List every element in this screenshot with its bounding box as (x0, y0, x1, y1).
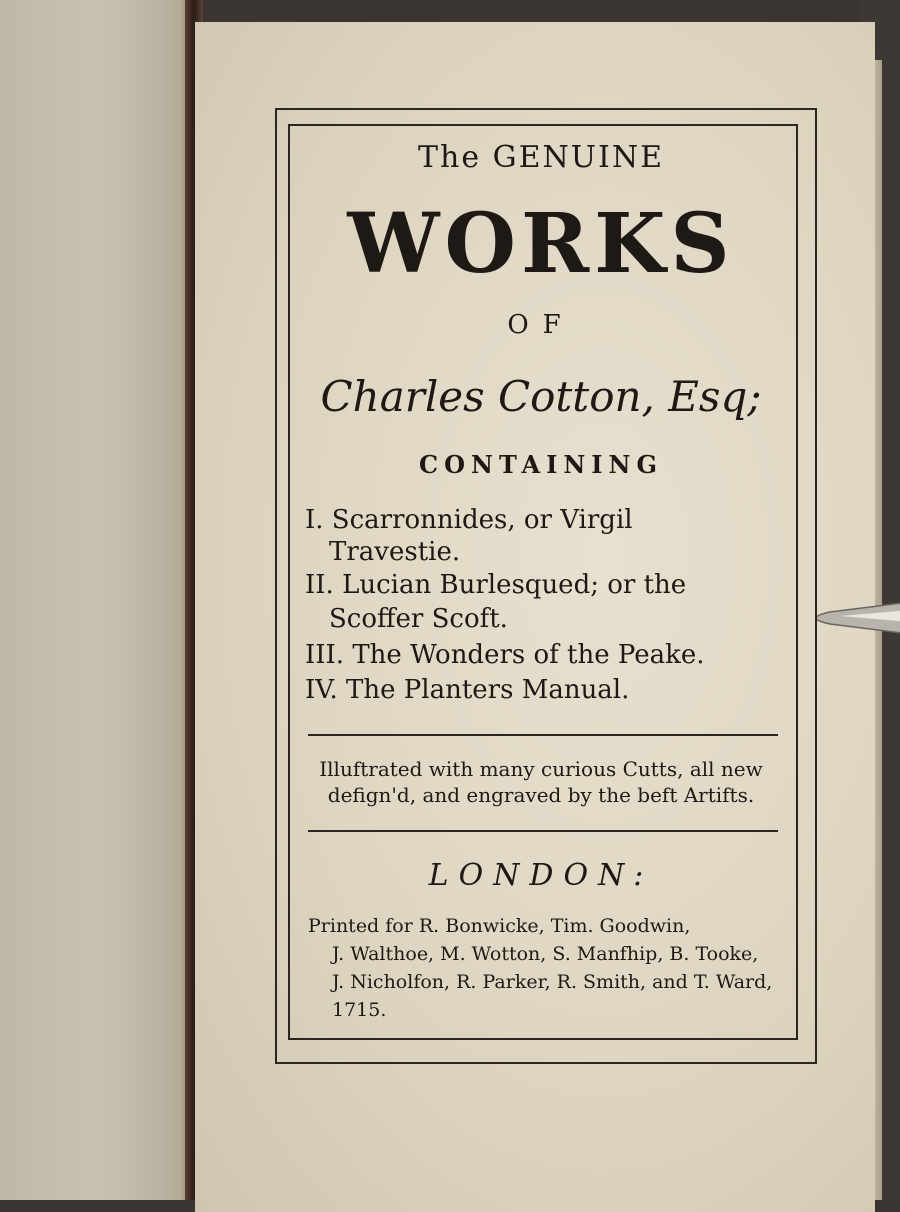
imprint-line: Printed for R. Bonwicke, Tim. Goodwin, (308, 915, 691, 937)
illustration-note-line1: Illuftrated with many curious Cutts, all new (319, 757, 763, 781)
contents-item: II. Lucian Burlesqued; or the (305, 570, 687, 600)
title-line: The GENUINE (417, 140, 665, 175)
contents-item-continued: Scoffer Scoft. (329, 604, 508, 634)
contents-item: IV. The Planters Manual. (305, 675, 630, 705)
author-name: Charles Cotton, Esq; (320, 372, 762, 421)
rule-lower (308, 830, 778, 832)
contents-item: I. Scarronnides, or Virgil (305, 505, 633, 535)
illustration-note-line2: defign'd, and engraved by the beft Artifts. (327, 783, 755, 807)
illustration-note (288, 756, 794, 808)
left-page (0, 0, 200, 1200)
main-title: WORKS (347, 196, 735, 292)
contents-item: III. The Wonders of the Peake. (305, 640, 705, 670)
imprint-date: 1715. (332, 999, 387, 1021)
imprint-city: LONDON: (428, 858, 654, 893)
contents-item-continued: Travestie. (329, 537, 461, 567)
containing-heading: CONTAINING (419, 450, 663, 479)
imprint-line: J. Walthoe, M. Wotton, S. Manfhip, B. Tooke, (332, 943, 759, 965)
imprint-line: J. Nicholfon, R. Parker, R. Smith, and T. Ward, (332, 971, 773, 993)
rule-upper (308, 734, 778, 736)
of-line: OF (507, 310, 575, 340)
imprint (308, 912, 778, 1024)
